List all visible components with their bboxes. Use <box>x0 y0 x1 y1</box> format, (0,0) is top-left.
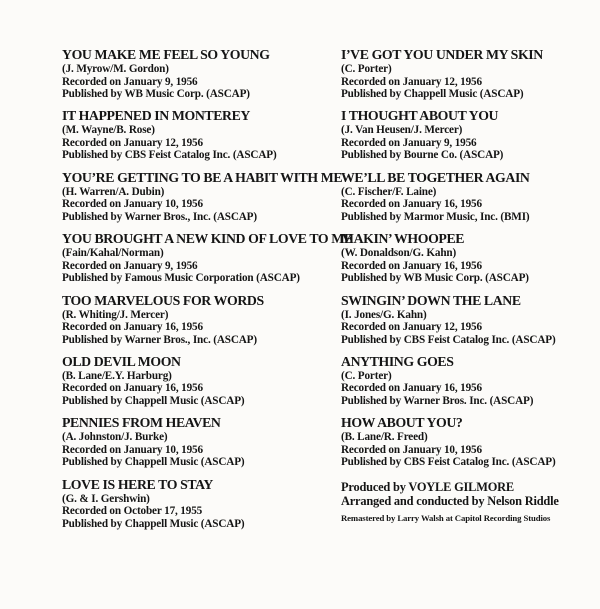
song-writers: (A. Johnston/J. Burke) <box>62 431 168 444</box>
song-title: PENNIES FROM HEAVEN <box>62 415 221 431</box>
song-writers: (I. Jones/G. Kahn) <box>341 308 427 321</box>
song-publisher: Published by Marmor Music, Inc. (BMI) <box>341 210 530 223</box>
song-writers: (B. Lane/E.Y. Harburg) <box>62 369 172 382</box>
song-recorded-date: Recorded on January 12, 1956 <box>341 75 482 88</box>
song-writers: (C. Porter) <box>341 369 392 382</box>
song-entry <box>62 354 340 415</box>
song-entry <box>341 170 593 231</box>
song-entry <box>341 354 593 415</box>
song-title: SWINGIN’ DOWN THE LANE <box>341 292 521 308</box>
song-entry <box>62 477 340 538</box>
song-publisher: Published by Chappell Music (ASCAP) <box>62 517 245 530</box>
song-title: I’VE GOT YOU UNDER MY SKIN <box>341 47 543 62</box>
song-publisher: Published by Famous Music Corporation (ASCAP) <box>62 272 300 285</box>
song-publisher: Published by CBS Feist Catalog Inc. (ASCAP) <box>341 456 556 469</box>
remaster-credit: Remastered by Larry Walsh at Capitol Recording Studios <box>341 512 551 523</box>
song-entry <box>341 415 593 476</box>
song-publisher: Published by Chappell Music (ASCAP) <box>62 394 245 407</box>
song-publisher: Published by Warner Bros. Inc. (ASCAP) <box>341 394 534 407</box>
song-title: LOVE IS HERE TO STAY <box>62 476 213 492</box>
song-entry <box>341 47 593 108</box>
song-recorded-date: Recorded on January 9, 1956 <box>62 75 198 88</box>
song-entries-left <box>62 47 353 538</box>
song-title: YOU MAKE ME FEEL SO YOUNG <box>62 47 270 62</box>
song-entry <box>62 293 340 354</box>
song-publisher: Published by Chappell Music (ASCAP) <box>341 88 524 100</box>
song-recorded-date: Recorded on January 10, 1956 <box>341 443 482 456</box>
song-title: TOO MARVELOUS FOR WORDS <box>62 292 264 308</box>
song-entry <box>341 108 593 169</box>
song-entry <box>62 415 340 476</box>
producer-credit: Produced by VOYLE GILMORE <box>341 479 514 494</box>
song-writers: (G. & I. Gershwin) <box>62 492 150 505</box>
song-writers: (W. Donaldson/G. Kahn) <box>341 247 457 260</box>
song-writers: (B. Lane/R. Freed) <box>341 431 428 444</box>
song-recorded-date: Recorded on January 12, 1956 <box>62 136 203 149</box>
song-writers: (C. Fischer/F. Laine) <box>341 185 437 198</box>
song-entries-right <box>341 47 593 477</box>
song-title: WE’LL BE TOGETHER AGAIN <box>341 169 530 185</box>
song-writers: (Fain/Kahal/Norman) <box>62 247 164 260</box>
song-writers: (J. Myrow/M. Gordon) <box>62 63 169 75</box>
song-entry <box>62 47 340 108</box>
song-writers: (J. Van Heusen/J. Mercer) <box>341 124 463 137</box>
song-writers: (H. Warren/A. Dubin) <box>62 185 165 198</box>
song-recorded-date: Recorded on January 16, 1956 <box>341 198 482 211</box>
song-recorded-date: Recorded on October 17, 1955 <box>62 505 203 518</box>
song-title: YOU BROUGHT A NEW KIND OF LOVE TO ME <box>62 231 353 247</box>
song-list-left-column <box>62 47 353 538</box>
song-recorded-date: Recorded on January 9, 1956 <box>62 259 198 272</box>
song-title: ANYTHING GOES <box>341 353 454 369</box>
song-title: MAKIN’ WHOOPEE <box>341 231 465 247</box>
song-publisher: Published by CBS Feist Catalog Inc. (ASCAP) <box>62 149 277 162</box>
song-title: YOU’RE GETTING TO BE A HABIT WITH ME <box>62 169 343 185</box>
song-entry <box>341 293 593 354</box>
song-recorded-date: Recorded on January 10, 1956 <box>62 443 203 456</box>
song-writers: (M. Wayne/B. Rose) <box>62 124 155 137</box>
song-list-right-column <box>341 47 593 523</box>
song-title: I THOUGHT ABOUT YOU <box>341 108 499 124</box>
song-entry <box>62 231 353 292</box>
song-publisher: Published by WB Music Corp. (ASCAP) <box>62 88 250 100</box>
song-recorded-date: Recorded on January 10, 1956 <box>62 198 203 211</box>
song-publisher: Published by Warner Bros., Inc. (ASCAP) <box>62 333 257 346</box>
song-writers: (R. Whiting/J. Mercer) <box>62 308 169 321</box>
song-publisher: Published by WB Music Corp. (ASCAP) <box>341 272 529 285</box>
song-publisher: Published by Warner Bros., Inc. (ASCAP) <box>62 210 257 223</box>
song-entry <box>62 108 340 169</box>
song-entry <box>62 169 343 231</box>
arranger-credit: Arranged and conducted by Nelson Riddle <box>341 494 559 509</box>
song-recorded-date: Recorded on January 16, 1956 <box>341 382 482 395</box>
song-title: IT HAPPENED IN MONTEREY <box>62 108 250 124</box>
song-publisher: Published by CBS Feist Catalog Inc. (ASCAP) <box>341 333 556 346</box>
song-title: OLD DEVIL MOON <box>62 353 181 369</box>
credits-block <box>341 477 593 523</box>
song-writers: (C. Porter) <box>341 63 392 75</box>
song-recorded-date: Recorded on January 16, 1956 <box>62 321 203 334</box>
song-recorded-date: Recorded on January 16, 1956 <box>341 259 482 272</box>
song-publisher: Published by Chappell Music (ASCAP) <box>62 456 245 469</box>
song-entry <box>341 231 593 292</box>
song-recorded-date: Recorded on January 16, 1956 <box>62 382 203 395</box>
song-title: HOW ABOUT YOU? <box>341 415 463 431</box>
song-recorded-date: Recorded on January 12, 1956 <box>341 321 482 334</box>
song-recorded-date: Recorded on January 9, 1956 <box>341 136 477 149</box>
song-publisher: Published by Bourne Co. (ASCAP) <box>341 149 504 162</box>
